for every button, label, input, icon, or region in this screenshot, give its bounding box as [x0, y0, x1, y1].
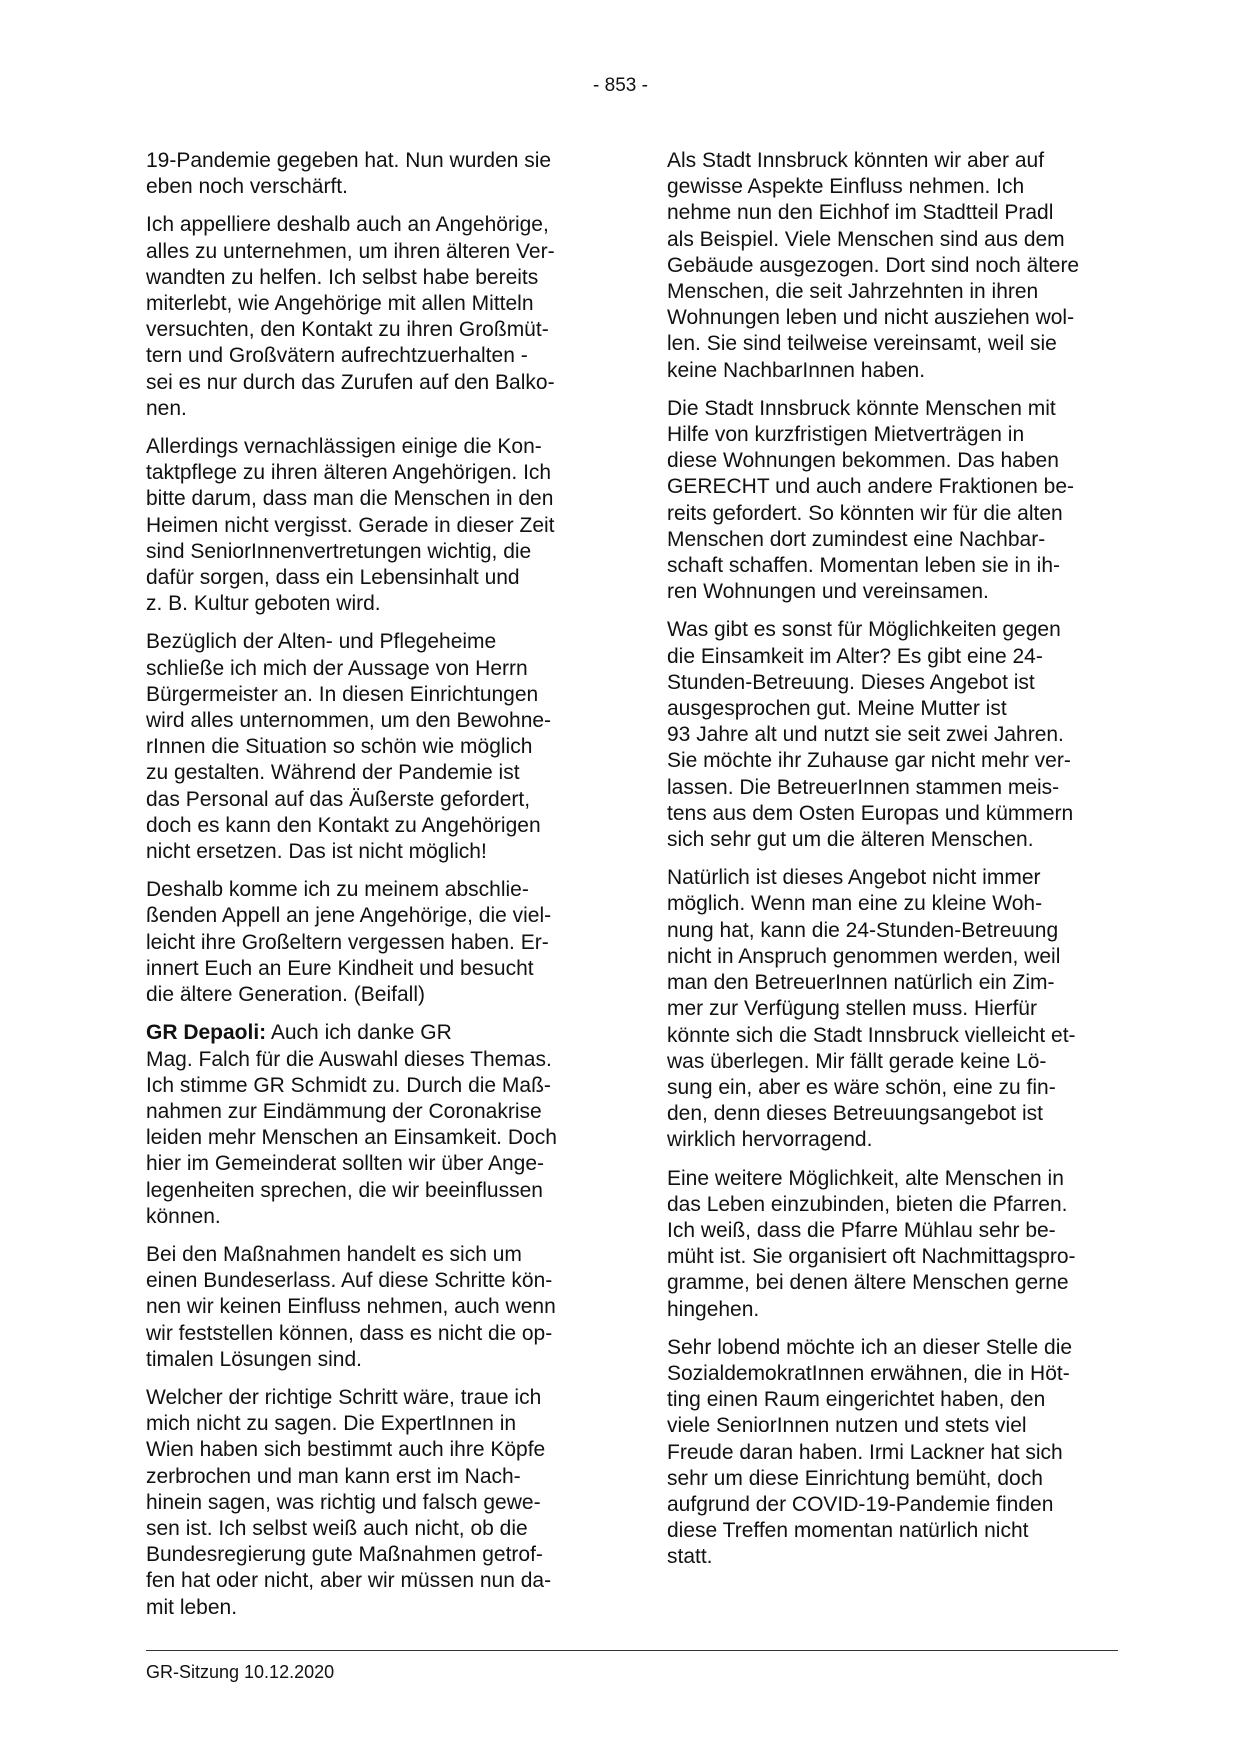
paragraph: Sehr lobend möchte ich an dieser Stelle die SozialdemokratInnen erwähnen, die in Höt- ting einen Raum eingerichtet haben, den viele SeniorInnen nutzen und stets viel Freude daran haben. Irmi Lackner hat sich sehr um diese Einrichtung bemüht, doch aufgrund der COVID-19-Pandemie finden diese Treffen momentan natürlich nicht statt.	[667, 1335, 1073, 1569]
paragraph: Deshalb komme ich zu meinem abschlie- ßenden Appell an jene Angehörige, die viel- leicht ihre Großeltern vergessen haben. Er- innert Euch an Eure Kindheit und besucht die ältere Generation. (Beifall)	[146, 878, 552, 1007]
footer-divider	[146, 1650, 1118, 1651]
paragraph: Was gibt es sonst für Möglichkeiten gegen die Einsamkeit im Alter? Es gibt eine 24- Stunden-Betreuung. Dieses Angebot ist ausgesprochen gut. Meine Mutter ist 93 Jahre alt und nutzt sie seit zwei Jahren. Sie möchte ihr Zuhause gar nicht mehr ver- lassen. Die BetreuerInnen stammen meis- tens aus dem Osten Europas und kümmern sich sehr gut um die älteren Menschen.	[667, 618, 1074, 852]
speaker-name: GR Depaoli:	[146, 1021, 267, 1045]
paragraph: Welcher der richtige Schritt wäre, traue ich mich nicht zu sagen. Die ExpertInnen in Wien haben sich bestimmt auch ihre Köpfe zerbrochen und man kann erst im Nach- hinein sagen, was richtig und falsch gewe- sen ist. Ich selbst weiß auch nicht, ob die Bundesregierung gute Maßnahmen getrof- fen hat oder nicht, aber wir müssen nun da- mit leben.	[146, 1385, 552, 1619]
paragraph: Als Stadt Innsbruck könnten wir aber auf gewisse Aspekte Einfluss nehmen. Ich nehme nun den Eichhof im Stadtteil Pradl als Beispiel. Viele Menschen sind aus dem Gebäude ausgezogen. Dort sind noch ältere Menschen, die seit Jahrzehnten in ihren Wohnungen leben und nicht ausziehen wol- len. Sie sind teilweise vereinsamt, weil sie keine NachbarInnen haben.	[667, 149, 1080, 382]
speaker-text: Auch ich danke GR Mag. Falch für die Auswahl dieses Themas. Ich stimme GR Schmidt zu. Durch die Maß- nahmen zur Eindämmung der Coronakrise leiden mehr Menschen an Einsamkeit. Doch hier im Gemeinderat sollten wir über Ange- legenheiten sprechen, die wir beeinflussen können.	[146, 1021, 557, 1228]
paragraph: Eine weitere Möglichkeit, alte Menschen in das Leben einzubinden, bieten die Pfarren. Ich weiß, dass die Pfarre Mühlau sehr be- müht ist. Sie organisiert oft Nachmittagspro- gramme, bei denen ältere Menschen gerne hingehen.	[667, 1166, 1076, 1321]
paragraph: Natürlich ist dieses Angebot nicht immer möglich. Wenn man eine zu kleine Woh- nung hat, kann die 24-Stunden-Betreuung nicht in Anspruch genommen werden, weil man den BetreuerInnen natürlich ein Zim- mer zur Verfügung stellen muss. Hierfür könnte sich die Stadt Innsbruck vielleicht et- was überlegen. Mir fällt gerade keine Lö- sung ein, aber es wäre schön, eine zu fin- den, denn dieses Betreuungsangebot ist wirklich hervorragend.	[667, 866, 1076, 1152]
page-number: - 853 -	[593, 75, 648, 96]
paragraph: Die Stadt Innsbruck könnte Menschen mit Hilfe von kurzfristigen Mietverträgen in diese Wohnungen bekommen. Das haben GERECHT und auch andere Fraktionen be- reits gefordert. So könnten wir für die alten Menschen dort zumindest eine Nachbar- schaft schaffen. Momentan leben sie in ih- ren Wohnungen und vereinsamen.	[667, 396, 1074, 604]
paragraph: Bei den Maßnahmen handelt es sich um einen Bundeserlass. Auf diese Schritte kön- nen wir keinen Einfluss nehmen, auch wenn wir feststellen können, dass es nicht die op- timalen Lösungen sind.	[146, 1242, 556, 1371]
paragraph: 19-Pandemie gegeben hat. Nun wurden sie eben noch verschärft.	[146, 149, 552, 199]
footer-session-date: GR-Sitzung 10.12.2020	[146, 1662, 335, 1682]
right-column	[667, 148, 1117, 1583]
speaker-paragraph	[146, 1020, 596, 1230]
paragraph: Allerdings vernachlässigen einige die Kon- taktpflege zu ihren älteren Angehörigen. Ich bitte darum, dass man die Menschen in den Heimen nicht vergisst. Gerade in dieser Zeit sind SeniorInnenvertretungen wichtig, die dafür sorgen, dass ein Lebensinhalt und z. B. Kultur geboten wird.	[146, 435, 555, 616]
paragraph: Ich appelliere deshalb auch an Angehörige, alles zu unternehmen, um ihren älteren Ver- wandten zu helfen. Ich selbst habe bereits miterlebt, wie Angehörige mit allen Mitteln versuchten, den Kontakt zu ihren Großmüt- tern und Großvätern aufrechtzuerhalten - sei es nur durch das Zurufen auf den Balko- nen.	[146, 213, 555, 420]
paragraph: Bezüglich der Alten- und Pflegeheime schließe ich mich der Aussage von Herrn Bürgermeister an. In diesen Einrichtungen wird alles unternommen, um den Bewohne- rInnen die Situation so schön wie möglich zu gestalten. Während der Pandemie ist das Personal auf das Äußerste gefordert, doch es kann den Kontakt zu Angehörigen nicht ersetzen. Das ist nicht möglich!	[146, 630, 552, 864]
left-column	[146, 148, 596, 1633]
